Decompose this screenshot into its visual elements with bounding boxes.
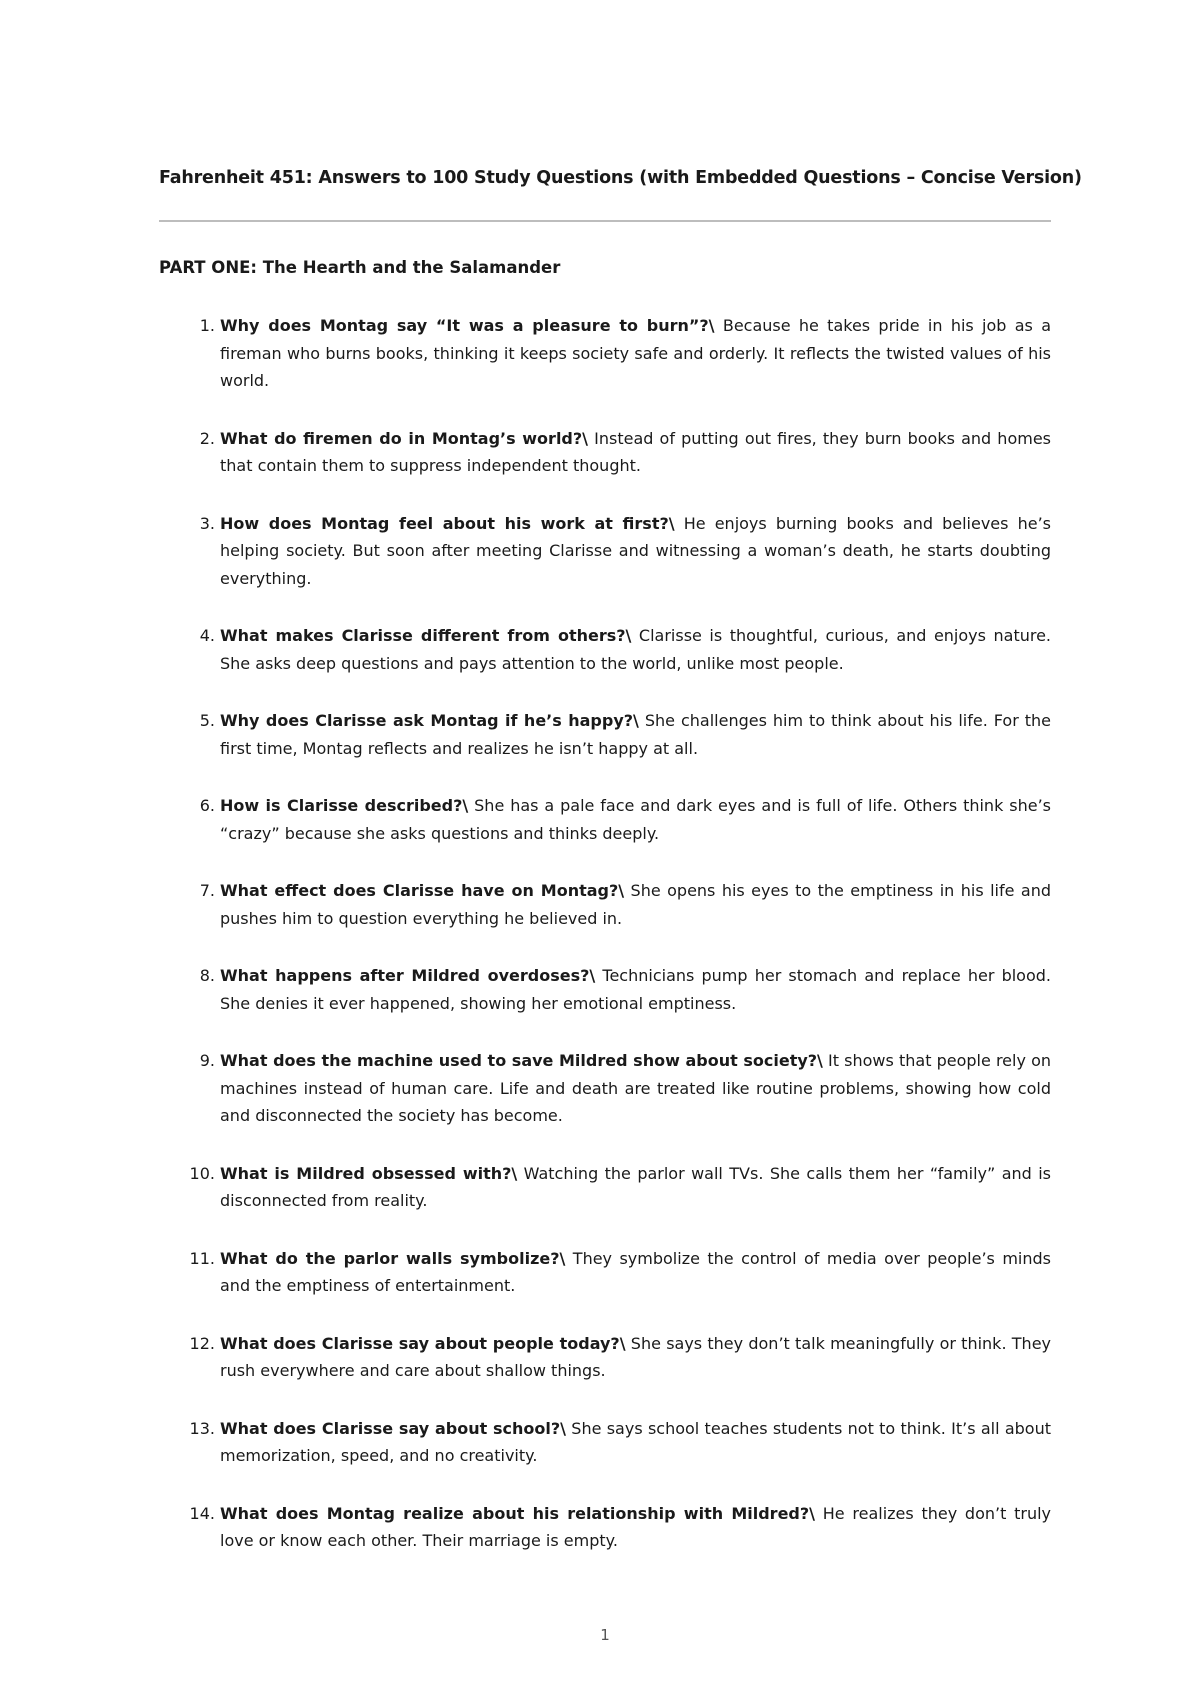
list-item [159,1160,1051,1215]
question-text: Why does Montag say “It was a pleasure to burn”?\ [220,316,715,335]
list-item [159,1415,1051,1470]
question-text: What does Clarisse say about people today?\ [220,1333,626,1353]
list-item [159,707,1051,762]
item-number: 11. [189,1248,215,1268]
item-number: 12. [189,1333,215,1353]
answer-text: Clarisse is thoughtful, curious, and enjoys nature. She asks deep questions and pays attention to the world, unlike most people. [220,626,1052,673]
item-number: 5. [199,711,215,730]
answer-text: Technicians pump her stomach and replace her blood. She denies it ever happened, showing her emotional emptiness. [220,966,1051,1013]
question-text: What is Mildred obsessed with?\ [220,1163,518,1183]
item-number: 8. [199,966,215,985]
item-number: 4. [199,626,215,645]
answer-text: Instead of putting out fires, they burn books and homes that contain them to suppress independent thought. [220,428,1052,475]
answer-text: They symbolize the control of media over people’s minds and the emptiness of entertainment. [220,1248,1051,1295]
answer-text: It shows that people rely on machines instead of human care. Life and death are treated like routine problems, showing how cold and disconnected the society has become. [220,1051,1051,1125]
list-item [159,510,1051,593]
item-number: 9. [199,1051,215,1070]
horizontal-rule [159,220,1051,222]
list-item [159,1047,1051,1130]
item-number: 14. [189,1503,215,1523]
item-number: 2. [199,428,215,448]
answer-text: He enjoys burning books and believes he’s helping society. But soon after meeting Clarisse and witnessing a woman’s death, he starts doubting everything. [220,513,1052,588]
answer-text: She challenges him to think about his life. For the first time, Montag reflects and realizes he isn’t happy at all. [220,711,1052,758]
list-item [159,312,1051,395]
answer-text: She has a pale face and dark eyes and is full of life. Others think she’s “crazy” because she asks questions and thinks deeply. [220,796,1051,843]
question-text: What effect does Clarisse have on Montag?\ [220,881,625,900]
question-text: What does Clarisse say about school?\ [220,1418,566,1438]
question-text: What do firemen do in Montag’s world?\ [220,428,589,448]
question-text: Why does Clarisse ask Montag if he’s happy?\ [220,711,639,730]
list-item [159,962,1051,1017]
question-text: What do the parlor walls symbolize?\ [220,1248,566,1268]
list-item [159,792,1051,847]
list-item [159,1330,1051,1385]
item-number: 10. [189,1163,215,1183]
page-number: 1 [600,1626,610,1644]
question-text: How is Clarisse described?\ [220,796,469,815]
document-page [159,0,1082,1696]
item-number: 7. [199,881,215,900]
answer-text: She says school teaches students not to think. It’s all about memorization, speed, and no creativity. [220,1418,1051,1465]
question-text: What makes Clarisse different from others?\ [220,626,632,645]
list-item [159,1500,1051,1555]
item-number: 6. [199,796,215,815]
answer-text: He realizes they don’t truly love or know each other. Their marriage is empty. [220,1503,1052,1550]
answer-text: She says they don’t talk meaningfully or think. They rush everywhere and care about shallow things. [220,1333,1052,1380]
question-text: What happens after Mildred overdoses?\ [220,966,596,985]
part-heading: PART ONE: The Hearth and the Salamander [159,258,561,277]
list-item [159,622,1051,677]
document-title: Fahrenheit 451: Answers to 100 Study Questions (with Embedded Questions – Concise Version) [159,168,1082,188]
question-list [159,312,1051,1585]
list-item [159,1245,1051,1300]
answer-text: Because he takes pride in his job as a fireman who burns books, thinking it keeps society safe and orderly. It reflects the twisted values of his world. [220,316,1051,390]
question-text: What does Montag realize about his relationship with Mildred?\ [220,1503,816,1523]
list-item [159,425,1051,480]
list-item [159,877,1051,932]
answer-text: She opens his eyes to the emptiness in his life and pushes him to question everything he believed in. [220,881,1051,928]
question-text: What does the machine used to save Mildred show about society?\ [220,1051,823,1070]
question-text: How does Montag feel about his work at first?\ [220,513,675,533]
answer-text: Watching the parlor wall TVs. She calls them her “family” and is disconnected from reality. [220,1163,1051,1210]
item-number: 3. [199,513,215,533]
item-number: 13. [189,1418,215,1438]
item-number: 1. [199,316,215,335]
